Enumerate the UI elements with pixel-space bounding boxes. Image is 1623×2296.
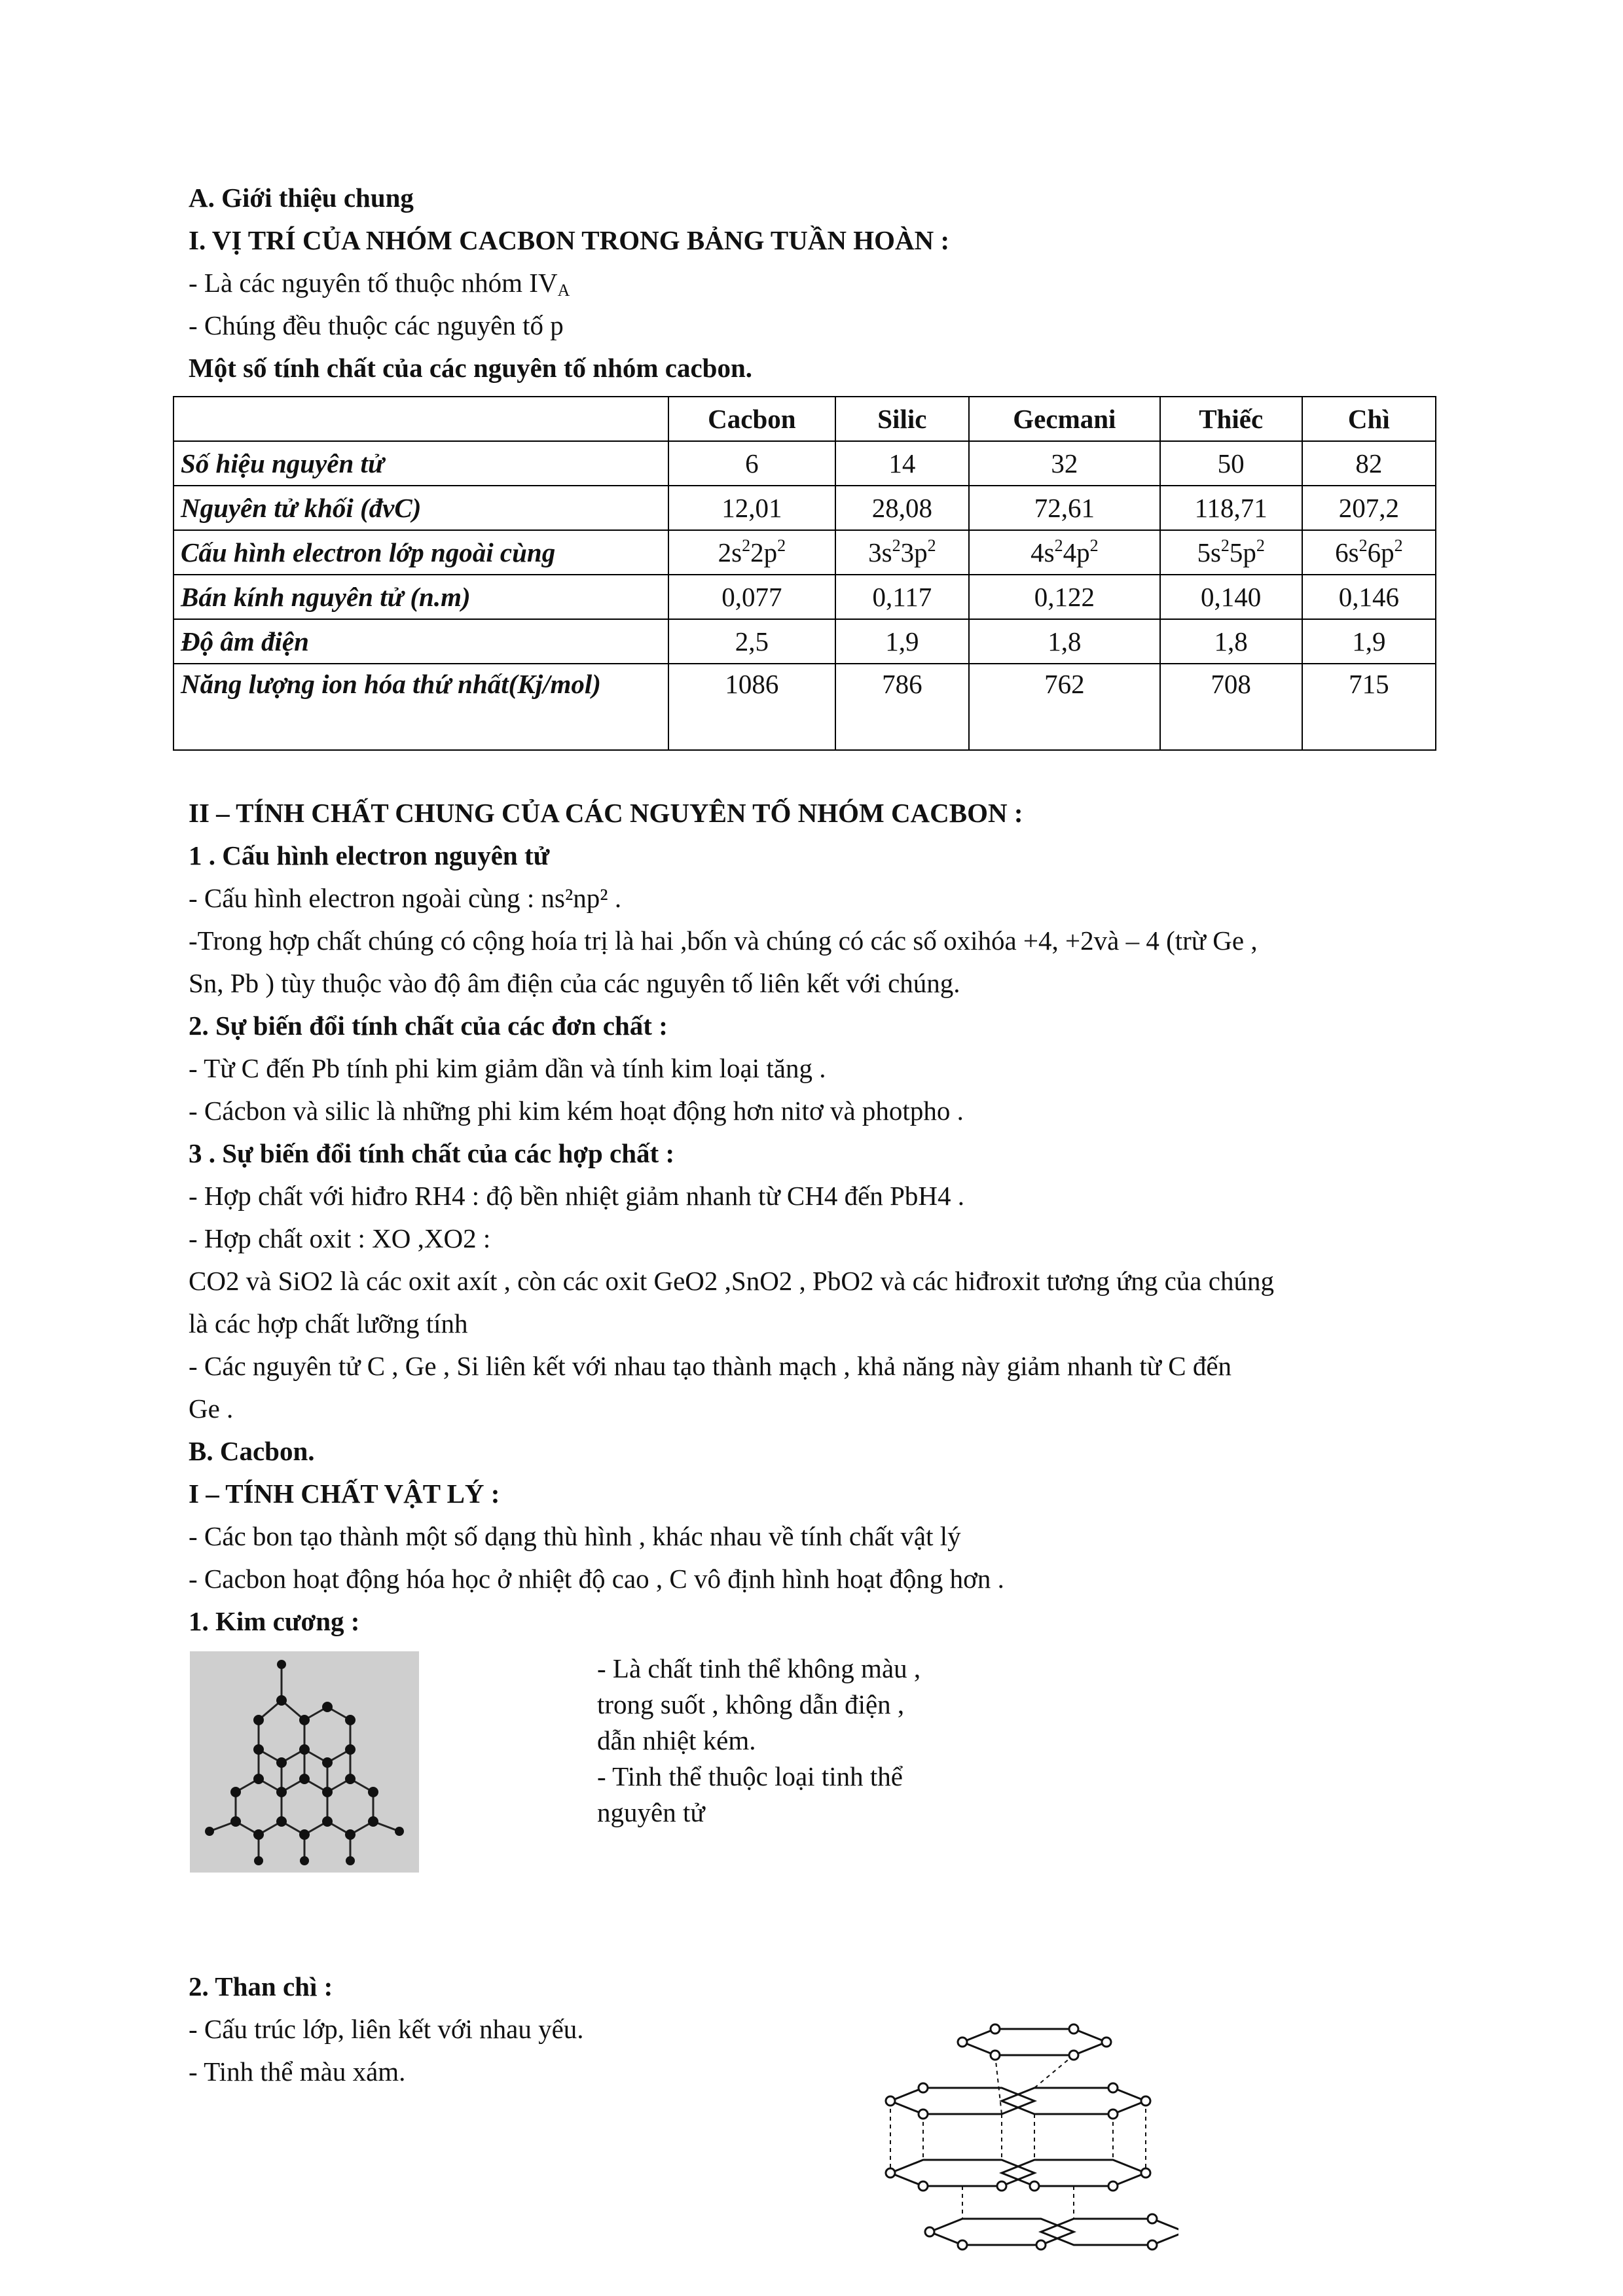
table-cell: $4s^24p^2$ xyxy=(969,530,1160,575)
ii-3-line6: Ge . xyxy=(189,1393,234,1424)
row-label: Năng lượng ion hóa thứ nhất(Kj/mol) xyxy=(173,664,668,750)
table-cell: 715 xyxy=(1302,664,1436,750)
table-corner-cell xyxy=(173,397,668,441)
diamond-structure-image xyxy=(190,1651,419,1873)
kim-cuong-title: 1. Kim cương : xyxy=(189,1606,360,1636)
ii-2-title: 2. Sự biến đổi tính chất của các đơn chất : xyxy=(189,1011,668,1041)
header-silic: Silic xyxy=(835,397,969,441)
b-i-title: I – TÍNH CHẤT VẬT LÝ : xyxy=(189,1479,500,1509)
table-row xyxy=(173,441,1436,486)
than-chi-title: 2. Than chì : xyxy=(189,1971,333,2001)
table-cell: 0,122 xyxy=(969,575,1160,619)
table-row xyxy=(173,575,1436,619)
ii-2-line2: - Cácbon và silic là những phi kim kém hoạt động hơn nitơ và photpho . xyxy=(189,1096,964,1126)
ii-1-title: 1 . Cấu hình electron nguyên tử xyxy=(189,840,550,870)
header-thiec: Thiếc xyxy=(1160,397,1302,441)
table-cell: 1,8 xyxy=(1160,619,1302,664)
table-cell: 12,01 xyxy=(668,486,835,530)
table-cell: 118,71 xyxy=(1160,486,1302,530)
ii-1-line2a: -Trong hợp chất chúng có cộng hoía trị là hai ,bốn và chúng có các số oxihóa +4, +2và – 4 (trừ Ge , xyxy=(189,925,1258,956)
kim-cuong-text1: - Là chất tinh thể không màu , trong suốt , không dẫn điện , dẫn nhiệt kém. xyxy=(597,1653,921,1755)
table-cell: 0,077 xyxy=(668,575,835,619)
graphite-layers-icon xyxy=(864,2016,1178,2271)
b-i-line2: - Cacbon hoạt động hóa học ở nhiệt độ cao , C vô định hình hoạt động hơn . xyxy=(189,1564,1004,1594)
i-line1: - Là các nguyên tố thuộc nhóm $IV_A$ xyxy=(189,268,570,300)
table-cell: 1,9 xyxy=(835,619,969,664)
section-ii-heading: II – TÍNH CHẤT CHUNG CỦA CÁC NGUYÊN TỐ NHÓM CACBON : xyxy=(189,798,1023,828)
table-cell: 14 xyxy=(835,441,969,486)
row-label: Số hiệu nguyên tử xyxy=(173,441,668,486)
ii-1-line1: - Cấu hình electron ngoài cùng : ns²np² . xyxy=(189,883,622,913)
table-cell: $6s^26p^2$ xyxy=(1302,530,1436,575)
table-cell: 0,140 xyxy=(1160,575,1302,619)
diamond-lattice-icon xyxy=(190,1651,419,1873)
table-cell: 2,5 xyxy=(668,619,835,664)
ii-3-line1: - Hợp chất với hiđro RH4 : độ bền nhiệt giảm nhanh từ CH4 đến PbH4 . xyxy=(189,1181,964,1211)
table-cell: $5s^25p^2$ xyxy=(1160,530,1302,575)
table-cell: 50 xyxy=(1160,441,1302,486)
table-cell: 708 xyxy=(1160,664,1302,750)
table-cell: 28,08 xyxy=(835,486,969,530)
header-gecmani: Gecmani xyxy=(969,397,1160,441)
ii-3-line5: - Các nguyên tử C , Ge , Si liên kết với nhau tạo thành mạch , khả năng này giảm nhanh từ C đến xyxy=(189,1351,1232,1381)
table-row xyxy=(173,664,1436,750)
table-row xyxy=(173,530,1436,575)
table-cell: 0,117 xyxy=(835,575,969,619)
than-chi-line1: - Cấu trúc lớp, liên kết với nhau yếu. xyxy=(189,2014,584,2044)
table-cell: $2s^22p^2$ xyxy=(668,530,835,575)
table-cell: 786 xyxy=(835,664,969,750)
than-chi-line2: - Tinh thể màu xám. xyxy=(189,2056,406,2087)
header-cacbon: Cacbon xyxy=(668,397,835,441)
section-ii-body xyxy=(189,792,1446,1643)
table-cell: 762 xyxy=(969,664,1160,750)
table-cell: 0,146 xyxy=(1302,575,1436,619)
row-label: Cấu hình electron lớp ngoài cùng xyxy=(173,530,668,575)
table-cell: 1,9 xyxy=(1302,619,1436,664)
row-label: Nguyên tử khối (đvC) xyxy=(173,486,668,530)
table-header-row xyxy=(173,397,1436,441)
ii-3-title: 3 . Sự biến đổi tính chất của các hợp chất : xyxy=(189,1138,675,1168)
table-cell: 1,8 xyxy=(969,619,1160,664)
table-row xyxy=(173,619,1436,664)
properties-table xyxy=(173,396,1436,751)
row-label: Độ âm điện xyxy=(173,619,668,664)
table-row xyxy=(173,486,1436,530)
b-i-line1: - Các bon tạo thành một số dạng thù hình , khác nhau về tính chất vật lý xyxy=(189,1521,961,1551)
kim-cuong-description xyxy=(597,1651,938,1831)
ii-3-line4: là các hợp chất lưỡng tính xyxy=(189,1308,468,1338)
i-line2: - Chúng đều thuộc các nguyên tố p xyxy=(189,310,564,340)
section-a-heading: A. Giới thiệu chung xyxy=(189,183,414,213)
table-cell: 82 xyxy=(1302,441,1436,486)
ii-2-line1: - Từ C đến Pb tính phi kim giảm dần và tính kim loại tăng . xyxy=(189,1053,826,1083)
header-chi: Chì xyxy=(1302,397,1436,441)
kim-cuong-text2: - Tinh thể thuộc loại tinh thể nguyên tử xyxy=(597,1761,903,1827)
table-cell: $3s^23p^2$ xyxy=(835,530,969,575)
ii-3-line2: - Hợp chất oxit : XO ,XO2 : xyxy=(189,1223,491,1253)
table-cell: 1086 xyxy=(668,664,835,750)
ii-3-line3: CO2 và SiO2 là các oxit axít , còn các oxit GeO2 ,SnO2 , PbO2 và các hiđroxit tương ứng của chúng xyxy=(189,1266,1274,1296)
table-title: Một số tính chất của các nguyên tố nhóm cacbon. xyxy=(189,353,753,383)
ii-1-line2b: Sn, Pb ) tùy thuộc vào độ âm điện của các nguyên tố liên kết với chúng. xyxy=(189,968,960,998)
table-cell: 32 xyxy=(969,441,1160,486)
table-cell: 207,2 xyxy=(1302,486,1436,530)
table-cell: 72,61 xyxy=(969,486,1160,530)
row-label: Bán kính nguyên tử (n.m) xyxy=(173,575,668,619)
graphite-structure-image xyxy=(864,2016,1178,2271)
table-cell: 6 xyxy=(668,441,835,486)
section-b-heading: B. Cacbon. xyxy=(189,1436,315,1466)
section-i-heading: I. VỊ TRÍ CỦA NHÓM CACBON TRONG BẢNG TUẦN HOÀN : xyxy=(189,225,950,255)
than-chi-body xyxy=(189,1965,1446,2093)
